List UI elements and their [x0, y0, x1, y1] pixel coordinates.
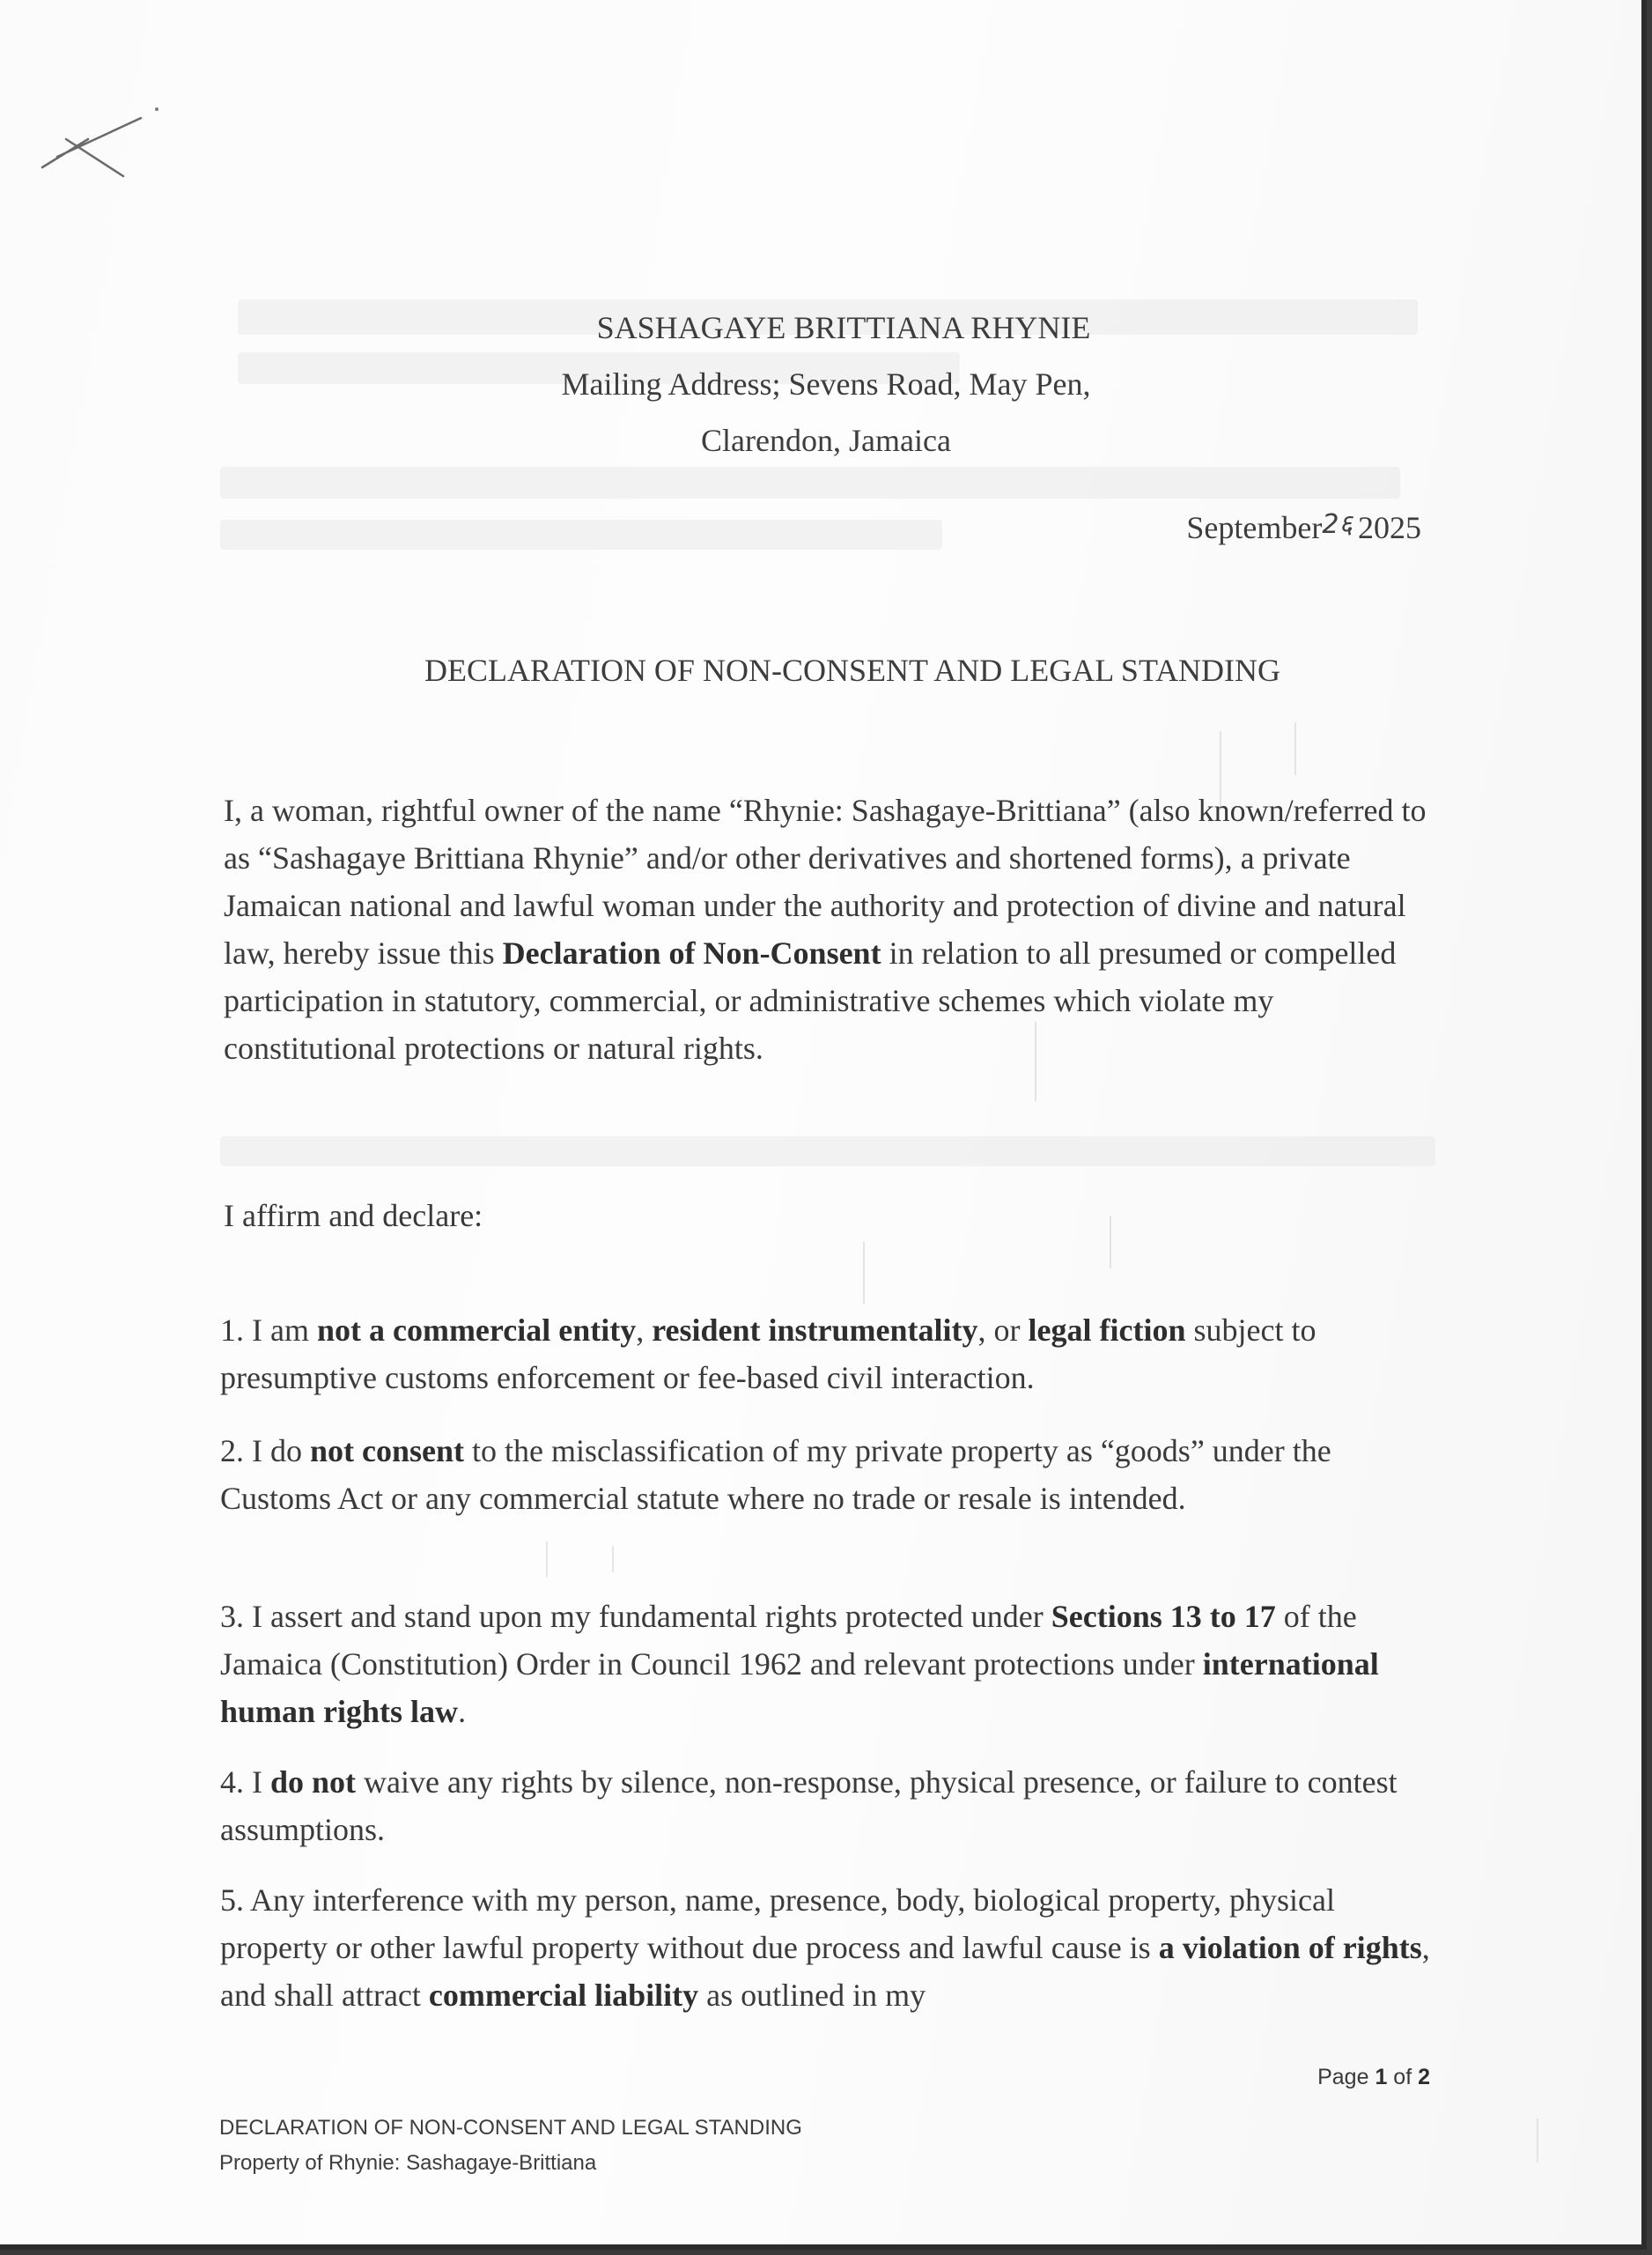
- item-text: ,: [636, 1312, 653, 1348]
- item-bold: not a commercial entity: [316, 1312, 637, 1348]
- declaration-item-5: [220, 1876, 1444, 2019]
- paper-crease: [1294, 722, 1296, 775]
- item-text: subject to presumptive customs enforcement or fee-based civil interaction.: [220, 1312, 1316, 1395]
- sender-address-line1: Mailing Address; Sevens Road, May Pen,: [561, 366, 1091, 402]
- footer-title: DECLARATION OF NON-CONSENT AND LEGAL STANDING: [219, 2116, 802, 2140]
- declaration-item-3: [220, 1593, 1444, 1735]
- item-bold: not consent: [310, 1433, 465, 1468]
- page-number-current: 1: [1375, 2065, 1388, 2089]
- item-text: 4. I: [220, 1764, 270, 1800]
- intro-paragraph: [224, 787, 1439, 1072]
- item-text: of the Jamaica (Constitution) Order in Council 1962 and relevant protections under: [220, 1599, 1357, 1682]
- item-bold: resident instrumentality: [652, 1312, 978, 1348]
- item-text: .: [458, 1694, 467, 1729]
- declaration-item-2: [220, 1427, 1444, 1522]
- document-title: DECLARATION OF NON-CONSENT AND LEGAL STANDING: [424, 653, 1281, 688]
- item-text: 5. Any interference with my person, name, presence, body, biological property, physical property or other lawful property without due process and lawful cause is: [220, 1882, 1335, 1965]
- bleed-through-mark: [220, 520, 942, 550]
- document-date: [1186, 509, 1421, 546]
- item-bold: do not: [270, 1764, 357, 1800]
- item-bold: international human rights law: [220, 1646, 1379, 1729]
- date-year: 2025: [1358, 510, 1421, 545]
- page-number: [1317, 2065, 1430, 2090]
- sender-header: [0, 299, 1652, 469]
- item-bold: a violation of rights: [1158, 1930, 1422, 1965]
- bleed-through-mark: [220, 467, 1400, 499]
- bleed-through-mark: [220, 1136, 1435, 1166]
- intro-text: I, a woman, rightful owner of the name “Rhynie: Sashagaye-Brittiana” (also known/referred to as “Sashagaye Brittiana Rhynie” and/or other derivatives and shortened forms), a private Jamaican national and lawful woman under the authority and protection of divine and natural law, hereby issue this: [224, 793, 1427, 971]
- item-text: 3. I assert and stand upon my fundamental rights protected under: [220, 1599, 1051, 1634]
- item-text: , or: [977, 1312, 1029, 1348]
- paper-crease: [546, 1542, 548, 1577]
- declaration-item-4: [220, 1758, 1444, 1853]
- item-text: to the misclassification of my private property as “goods” under the Customs Act or any commercial statute where no trade or resale is intended.: [220, 1433, 1331, 1516]
- page-number-of: of: [1387, 2065, 1419, 2089]
- date-month: September: [1186, 510, 1323, 545]
- intro-text-continued: in relation to all presumed or compelled participation in statutory, commercial, or administrative schemes which violate my constitutional protections or natural rights.: [224, 935, 1397, 1066]
- pen-scribble-mark: [35, 104, 167, 183]
- page-footer: [219, 2111, 802, 2181]
- paper-crease: [863, 1242, 865, 1304]
- item-bold: Sections 13 to 17: [1051, 1599, 1276, 1634]
- page-number-prefix: Page: [1317, 2065, 1375, 2089]
- item-text: 1. I am: [220, 1312, 317, 1348]
- footer-property-line: Property of Rhynie: Sashagaye-Brittiana: [219, 2151, 597, 2175]
- item-bold: commercial liability: [428, 1978, 699, 2013]
- sender-address-line2: Clarendon, Jamaica: [701, 423, 951, 458]
- paper-crease: [1537, 2118, 1538, 2163]
- intro-bold-declaration: Declaration of Non-Consent: [502, 935, 881, 971]
- declaration-item-1: [220, 1306, 1444, 1401]
- sender-name: SASHAGAYE BRITTIANA RHYNIE: [596, 310, 1091, 345]
- item-bold: legal fiction: [1028, 1312, 1186, 1348]
- page-number-total: 2: [1418, 2065, 1430, 2089]
- item-text: , and shall attract: [220, 1930, 1430, 2013]
- item-text: 2. I do: [220, 1433, 310, 1468]
- item-text: as outlined in my: [698, 1978, 926, 2013]
- item-text: waive any rights by silence, non-response, physical presence, or failure to contest assumptions.: [220, 1764, 1398, 1847]
- paper-crease: [612, 1546, 614, 1572]
- date-day-handwritten: 2६: [1322, 509, 1353, 540]
- affirm-statement: I affirm and declare:: [224, 1198, 483, 1233]
